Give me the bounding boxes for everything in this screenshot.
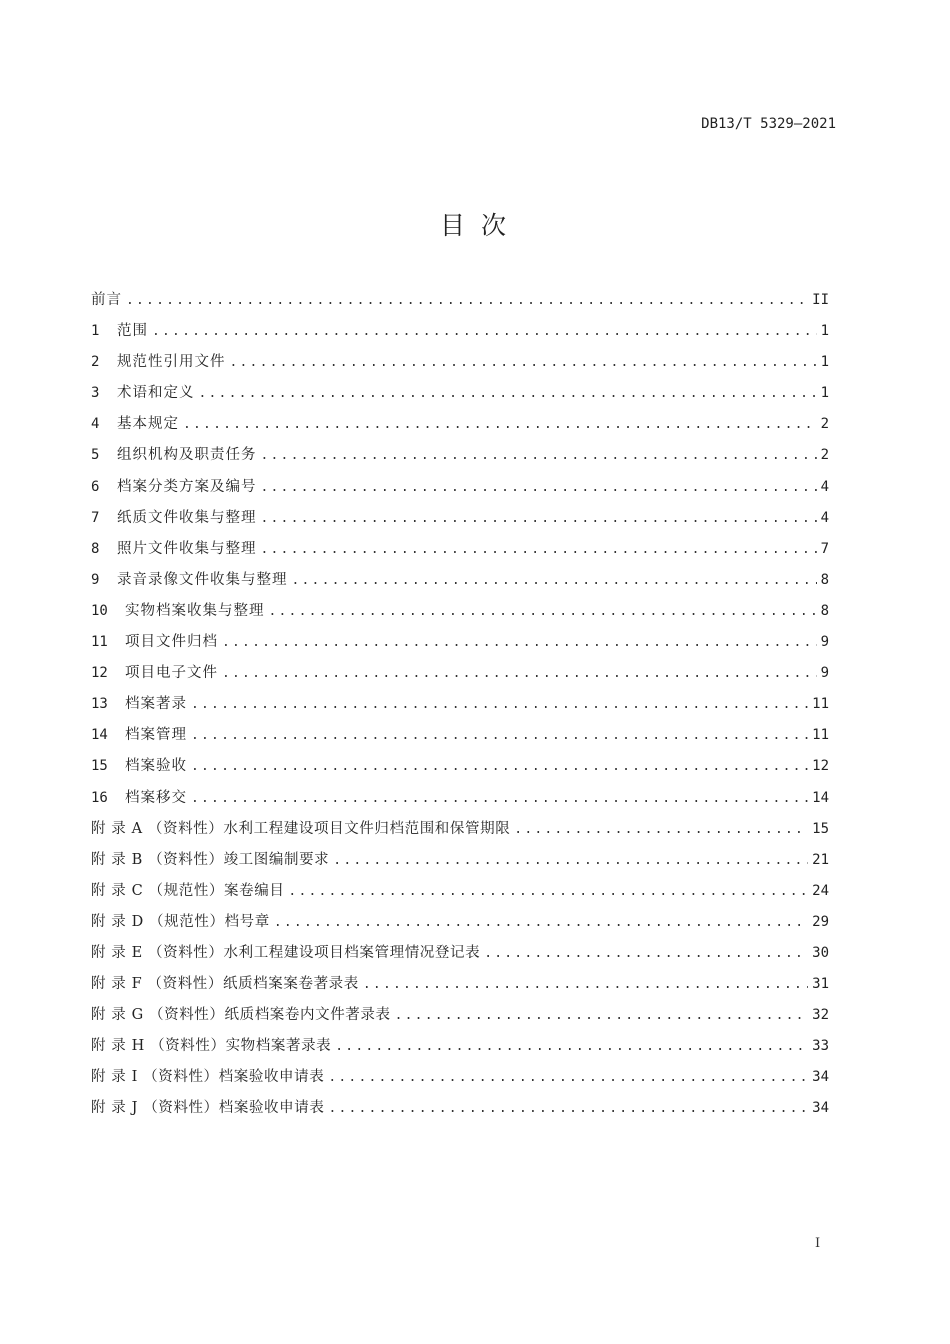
- toc-entry-page: 4: [820, 478, 829, 495]
- toc-entry-page: 12: [812, 758, 829, 775]
- toc-leader-dots: [183, 409, 817, 440]
- toc-entry-number: 12: [91, 665, 108, 682]
- toc-entry[interactable]: [91, 689, 829, 720]
- toc-entry-number: 14: [91, 727, 108, 744]
- toc-entry-page: 2: [820, 416, 829, 433]
- toc-entry-label: 附 录 B （资料性）竣工图编制要求: [91, 851, 330, 868]
- toc-entry-label: 基本规定: [117, 416, 179, 433]
- toc-entry-page: 32: [812, 1007, 829, 1024]
- toc-entry[interactable]: [91, 751, 829, 782]
- toc-leader-dots: [191, 689, 808, 720]
- toc-entry-number: 7: [91, 509, 100, 526]
- toc-leader-dots: [514, 814, 808, 845]
- toc-leader-dots: [191, 720, 808, 751]
- toc-leader-dots: [126, 285, 808, 316]
- toc-entry-number: 8: [91, 540, 100, 557]
- toc-entry-label: 档案管理: [125, 727, 187, 744]
- toc-leader-dots: [222, 658, 817, 689]
- toc-entry-label: 照片文件收集与整理: [117, 540, 257, 557]
- toc-entry[interactable]: [91, 876, 829, 907]
- toc-entry-label: 录音录像文件收集与整理: [117, 571, 288, 588]
- toc-entry-label: 档案分类方案及编号: [117, 478, 257, 495]
- toc-entry-label: 附 录 H （资料性）实物档案著录表: [91, 1038, 332, 1055]
- toc-entry-label: 附 录 E （资料性）水利工程建设项目档案管理情况登记表: [91, 944, 481, 961]
- toc-entry-page: 33: [812, 1038, 829, 1055]
- toc-entry-number: 15: [91, 758, 108, 775]
- toc-entry-label: 附 录 A （资料性）水利工程建设项目文件归档范围和保管期限: [91, 820, 511, 837]
- toc-entry[interactable]: [91, 938, 829, 969]
- toc-entry[interactable]: [91, 565, 829, 596]
- toc-entry-label: 组织机构及职责任务: [117, 447, 257, 464]
- toc-entry-number: 6: [91, 478, 100, 495]
- toc-entry-label: 规范性引用文件: [117, 354, 226, 371]
- page-title: 目 次: [440, 211, 510, 240]
- toc-entry-page: 9: [820, 665, 829, 682]
- toc-leader-dots: [335, 1031, 808, 1062]
- toc-entry[interactable]: [91, 783, 829, 814]
- toc-entry-page: 2: [820, 447, 829, 464]
- toc-entry-number: 2: [91, 354, 100, 371]
- toc-leader-dots: [328, 1062, 808, 1093]
- toc-entry-label: 附 录 J （资料性）档案验收申请表: [91, 1100, 325, 1117]
- toc-entry[interactable]: [91, 596, 829, 627]
- toc-entry[interactable]: [91, 378, 829, 409]
- toc-entry[interactable]: [91, 1093, 829, 1124]
- toc-entry-page: 11: [812, 696, 829, 713]
- toc-leader-dots: [230, 347, 817, 378]
- toc-leader-dots: [292, 565, 817, 596]
- toc-entry[interactable]: [91, 285, 829, 316]
- toc-entry-label: 附 录 C （规范性）案卷编目: [91, 882, 285, 899]
- toc-entry[interactable]: [91, 814, 829, 845]
- toc-leader-dots: [395, 1000, 809, 1031]
- toc-entry[interactable]: [91, 1062, 829, 1093]
- document-code: DB13/T 5329—2021: [701, 116, 836, 132]
- toc-leader-dots: [199, 378, 817, 409]
- toc-leader-dots: [363, 969, 808, 1000]
- toc-entry[interactable]: [91, 347, 829, 378]
- toc-entry[interactable]: [91, 316, 829, 347]
- toc-entry-page: 1: [820, 385, 829, 402]
- toc-leader-dots: [191, 751, 808, 782]
- toc-entry[interactable]: [91, 503, 829, 534]
- table-of-contents: [91, 285, 829, 1125]
- toc-entry-label: 档案著录: [125, 696, 187, 713]
- toc-entry-page: 14: [812, 789, 829, 806]
- toc-leader-dots: [191, 783, 808, 814]
- toc-entry-label: 附 录 I （资料性）档案验收申请表: [91, 1069, 325, 1086]
- toc-entry[interactable]: [91, 845, 829, 876]
- toc-entry-page: II: [812, 292, 829, 308]
- toc-entry-page: 7: [820, 540, 829, 557]
- toc-entry-number: 9: [91, 571, 100, 588]
- toc-entry-label: 范围: [117, 323, 148, 340]
- toc-leader-dots: [261, 472, 817, 503]
- toc-entry[interactable]: [91, 720, 829, 751]
- toc-entry[interactable]: [91, 1000, 829, 1031]
- toc-entry-label: 附 录 D （规范性）档号章: [91, 913, 270, 930]
- toc-entry-label: 档案验收: [125, 758, 187, 775]
- toc-leader-dots: [274, 907, 808, 938]
- toc-entry-label: 附 录 F （资料性）纸质档案案卷著录表: [91, 976, 359, 993]
- toc-entry-page: 31: [812, 976, 829, 993]
- toc-entry-number: 4: [91, 416, 100, 433]
- toc-entry-number: 13: [91, 696, 108, 713]
- toc-entry-page: 11: [812, 727, 829, 744]
- toc-entry-label: 前言: [91, 292, 122, 308]
- toc-entry-page: 9: [820, 634, 829, 651]
- toc-leader-dots: [288, 876, 808, 907]
- toc-entry-label: 项目电子文件: [125, 665, 218, 682]
- toc-leader-dots: [261, 534, 817, 565]
- toc-entry-page: 4: [820, 509, 829, 526]
- toc-leader-dots: [261, 503, 817, 534]
- toc-entry-page: 24: [812, 882, 829, 899]
- toc-leader-dots: [261, 440, 817, 471]
- toc-entry-page: 8: [820, 602, 829, 619]
- toc-entry[interactable]: [91, 440, 829, 471]
- toc-entry-page: 34: [812, 1069, 829, 1086]
- toc-entry-label: 实物档案收集与整理: [125, 602, 265, 619]
- toc-entry-label: 项目文件归档: [125, 634, 218, 651]
- toc-entry-number: 16: [91, 789, 108, 806]
- toc-leader-dots: [152, 316, 817, 347]
- toc-entry-page: 1: [820, 354, 829, 371]
- toc-entry[interactable]: [91, 627, 829, 658]
- toc-entry-page: 34: [812, 1100, 829, 1117]
- toc-entry-label: 纸质文件收集与整理: [117, 509, 257, 526]
- toc-entry-page: 8: [820, 571, 829, 588]
- toc-entry[interactable]: [91, 472, 829, 503]
- toc-entry-page: 15: [812, 820, 829, 837]
- toc-leader-dots: [333, 845, 808, 876]
- toc-leader-dots: [269, 596, 817, 627]
- toc-entry[interactable]: [91, 409, 829, 440]
- toc-entry-label: 档案移交: [125, 789, 187, 806]
- toc-leader-dots: [328, 1093, 808, 1124]
- toc-entry-page: 30: [812, 944, 829, 961]
- toc-entry[interactable]: [91, 534, 829, 565]
- page-number: I: [815, 1236, 821, 1251]
- toc-entry-number: 1: [91, 323, 100, 340]
- toc-entry[interactable]: [91, 907, 829, 938]
- toc-entry-number: 11: [91, 634, 108, 651]
- toc-entry-number: 3: [91, 385, 100, 402]
- toc-entry[interactable]: [91, 969, 829, 1000]
- toc-entry-number: 5: [91, 447, 100, 464]
- toc-entry[interactable]: [91, 658, 829, 689]
- toc-leader-dots: [222, 627, 817, 658]
- toc-entry-number: 10: [91, 602, 108, 619]
- toc-entry-label: 术语和定义: [117, 385, 195, 402]
- toc-entry-page: 29: [812, 913, 829, 930]
- toc-entry[interactable]: [91, 1031, 829, 1062]
- toc-leader-dots: [484, 938, 808, 969]
- toc-entry-page: 21: [812, 851, 829, 868]
- toc-entry-label: 附 录 G （资料性）纸质档案卷内文件著录表: [91, 1007, 391, 1024]
- toc-entry-page: 1: [820, 323, 829, 340]
